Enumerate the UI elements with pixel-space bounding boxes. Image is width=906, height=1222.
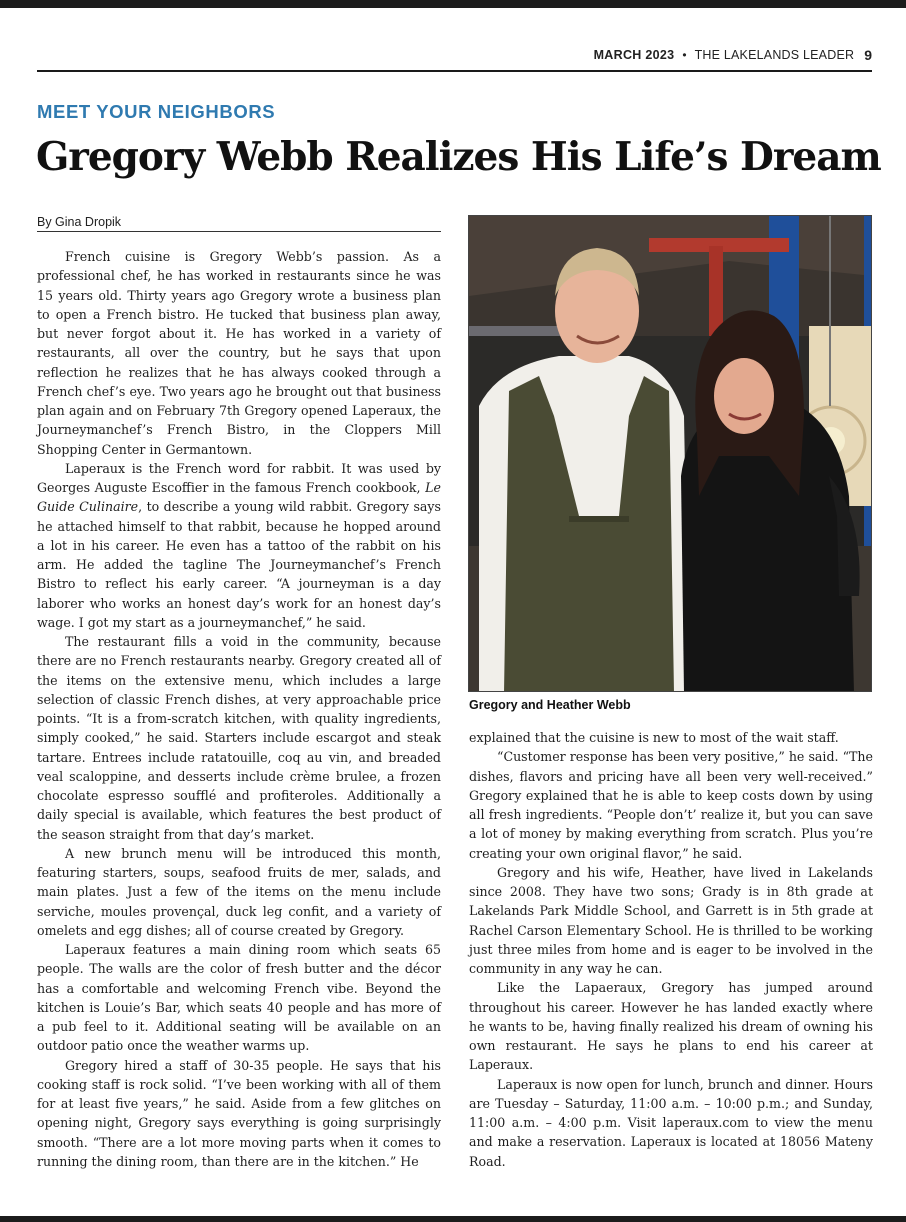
page-number: 9 xyxy=(864,47,872,63)
paragraph: Laperaux features a main dining room which seats 65 people. The walls are the color of fresh butter and the décor has a comfortable and welcoming French vibe. Beyond the kitchen is Louie’s Bar, which seats 40 people and has more of a pub feel to it. Additional seating will be available on an outdoor patio once the weather warms up. xyxy=(37,942,441,1054)
paragraph-text: , to describe a young wild rabbit. Gregory says he attached himself to that rabbit, because he hopped around a lot in his career. He even has a tattoo of the rabbit on his arm. He added the tagline The Journeymanchef’s French Bistro to reflect his early career. “A journeyman is a day laborer who works an honest day’s work for an honest day’s wage. I got my start as a journeymanchef,” he said. xyxy=(37,499,442,630)
running-header xyxy=(594,46,872,64)
photo-caption: Gregory and Heather Webb xyxy=(469,698,631,712)
article-photo xyxy=(468,215,872,692)
paragraph: The restaurant fills a void in the community, because there are no French restaurants nearby. Gregory created all of the items on the extensive menu, which includes a large selection of classic French dishes, at very approachable price points. “It is a from-scratch kitchen, with quality ingredients, simply cooked,” he said. Starters include escargot and steak tartare. Entrees include ratatouille, coq au vin, and breaded veal scaloppine, and desserts include crème brulee, a frozen chocolate espresso soufflé and profiteroles. Additionally a daily special is available, which features the best product of the season straight from that day’s market. xyxy=(37,634,441,842)
header-rule xyxy=(37,70,872,72)
byline: By Gina Dropik xyxy=(37,215,441,232)
paragraph: Gregory hired a staff of 30-35 people. He says that his cooking staff is rock solid. “I’ve been working with all of them for at least five years,” he said. Aside from a few glitches on opening night, Gregory says everything is going surprisingly smooth. “There are a lot more moving parts when it comes to running the dining room, than there are in the kitchen.” He xyxy=(37,1057,441,1169)
article-column-right xyxy=(469,728,873,1171)
paragraph: Gregory and his wife, Heather, have lived in Lakelands since 2008. They have two sons; Grady is in 8th grade at Lakelands Park Middle School, and Garrett is in 5th grade at Rachel Carson Elementary School. He is thrilled to be working just three miles from home and is eager to be involved in the community in any way he can. xyxy=(469,864,873,976)
book-title: Le Guide Culinaire xyxy=(37,480,441,515)
paragraph xyxy=(37,459,441,632)
paragraph: Like the Lapaeraux, Gregory has jumped around throughout his career. However he has landed exactly where he wants to be, having finally realized his dream of owning his own restaurant. He says he plans to end his career at Laperaux. xyxy=(469,980,873,1073)
issue-date: MARCH 2023 xyxy=(593,48,675,62)
paragraph: A new brunch menu will be introduced this month, featuring starters, soups, seafood fruits de mer, salads, and main plates. Just a few of the items on the menu include serviche, moules provençal, duck leg confit, and a variety of omelets and egg dishes; all of course created by Gregory. xyxy=(37,845,441,938)
section-label: MEET YOUR NEIGHBORS xyxy=(37,101,276,122)
paragraph: explained that the cuisine is new to most of the wait staff. xyxy=(469,730,839,745)
paragraph: French cuisine is Gregory Webb’s passion. As a professional chef, he has worked in restaurants since he was 15 years old. Thirty years ago Gregory wrote a business plan to open a French bistro. He tucked that business plan away, but never forgot about it. He has worked in a variety of restaurants, all over the country, but he says that upon reflection he realizes that he has always cooked through a French chef’s eye. Two years ago he brought out that business plan again and on February 7th Gregory opened Laperaux, the Journeymanchef’s French Bistro, in the Cloppers Mill Shopping Center in Germantown. xyxy=(37,249,441,457)
paragraph: Laperaux is now open for lunch, brunch and dinner. Hours are Tuesday – Saturday, 11:00 a.m. – 10:00 p.m.; and Sunday, 11:00 a.m. – 4:00 p.m. Visit laperaux.com to view the menu and make a reservation. Laperaux is located at 18056 Mateny Road. xyxy=(469,1076,873,1169)
publication-name: THE LAKELANDS LEADER xyxy=(694,48,855,62)
header-separator: • xyxy=(682,48,687,62)
top-border-bar xyxy=(0,0,906,8)
article-column-left xyxy=(37,247,441,1171)
bottom-border-bar xyxy=(0,1216,906,1222)
paragraph: “Customer response has been very positive,” he said. “The dishes, flavors and pricing have all been very well-received.” Gregory explained that he is able to keep costs down by using all fresh ingredients. “People don’t’ realize it, but you can save a lot of money by making everything from scratch. Plus you’re creating your own original flavor,” he said. xyxy=(469,749,873,861)
article-headline: Gregory Webb Realizes His Life’s Dream xyxy=(36,134,881,180)
paragraph-text: Laperaux is the French word for rabbit. It was used by Georges Auguste Escoffier in the famous French cookbook, xyxy=(37,460,441,495)
